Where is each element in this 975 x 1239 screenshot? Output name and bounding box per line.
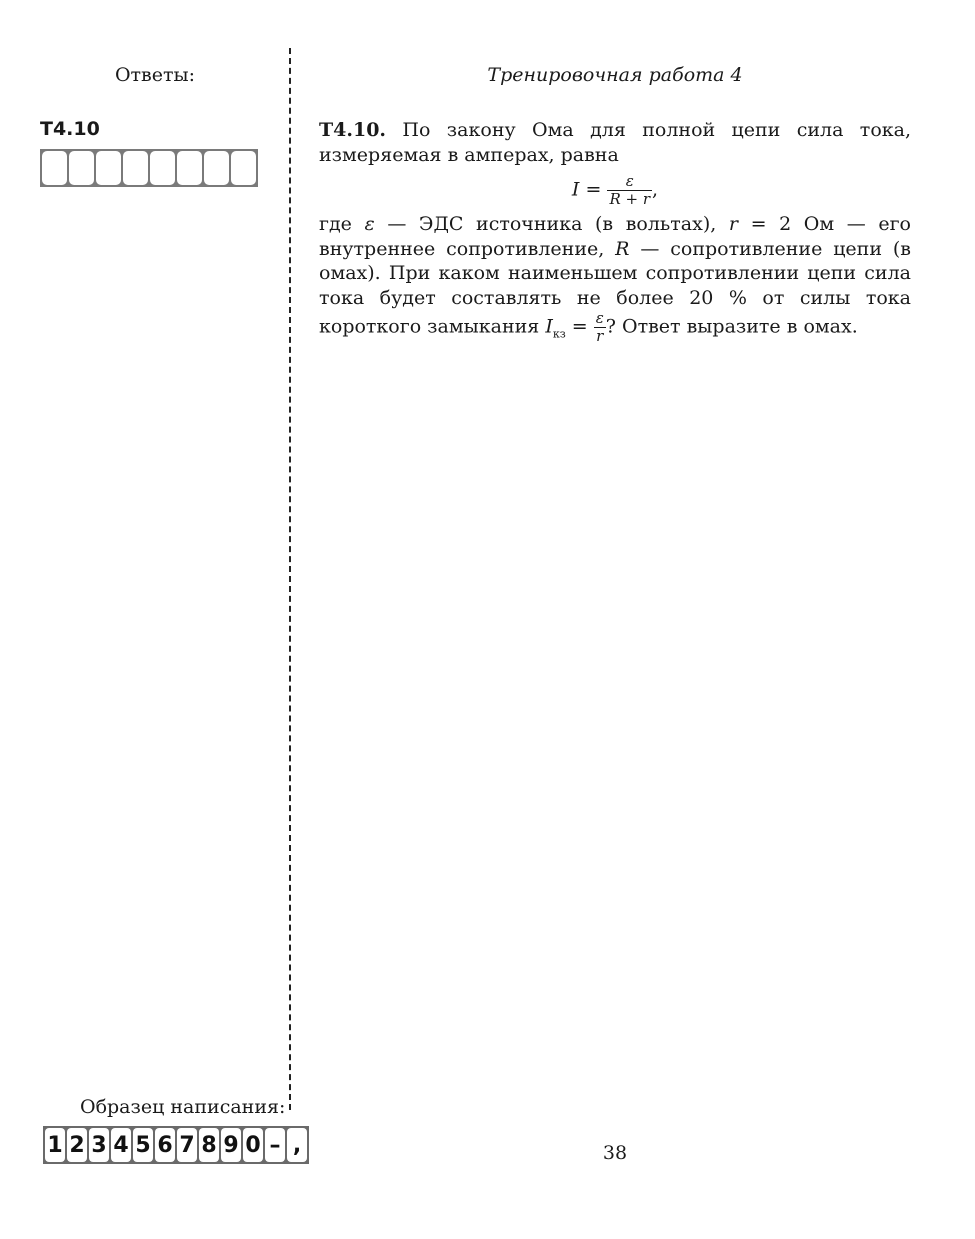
- page-number: 38: [602, 1142, 628, 1164]
- body-text: — сопротивление цепи (в омах). При каком наименьшем сопротивлении цепи сила тока будет составлять не более 20 % от силы тока короткого замыкания: [319, 237, 911, 338]
- task-label: Т4.10: [40, 118, 100, 140]
- dashed-divider: [289, 48, 291, 1110]
- answer-box[interactable]: [204, 151, 229, 185]
- sample-char: 9: [221, 1128, 241, 1162]
- ohm-formula: [319, 173, 911, 208]
- sample-char: 5: [133, 1128, 153, 1162]
- formula-tail: ,: [652, 178, 659, 201]
- sc-numerator: ε: [595, 309, 604, 327]
- problem-intro-text: По закону Ома для полной цепи сила тока, измеряемая в амперах, равна: [319, 119, 911, 166]
- answer-box[interactable]: [177, 151, 202, 185]
- body-text: где: [319, 213, 352, 235]
- formula-denominator: R + r: [609, 190, 651, 208]
- problem-intro: [319, 118, 911, 167]
- answer-box[interactable]: [96, 151, 121, 185]
- answer-box[interactable]: [42, 151, 67, 185]
- sc-denominator: r: [596, 327, 604, 345]
- sample-char: 1: [45, 1128, 65, 1162]
- equals-sign: =: [565, 315, 594, 338]
- I-symbol: I: [545, 315, 553, 338]
- body-text: ? Ответ выразите в омах.: [605, 315, 858, 338]
- sample-char: 7: [177, 1128, 197, 1162]
- sample-boxes: [43, 1126, 309, 1164]
- problem-number: Т4.10.: [319, 119, 387, 141]
- short-circuit-fraction: [594, 310, 606, 345]
- sample-char: 6: [155, 1128, 175, 1162]
- sample-char: 2: [67, 1128, 87, 1162]
- answer-boxes[interactable]: [40, 149, 258, 187]
- formula-fraction: [607, 173, 652, 208]
- answers-title: Ответы:: [114, 64, 196, 86]
- eps-symbol: ε: [364, 213, 375, 235]
- formula-lhs: I =: [571, 178, 602, 201]
- body-text: = 2 Ом — его внутреннее сопротивление,: [319, 213, 911, 260]
- body-text: — ЭДС источника (в вольтах),: [374, 213, 729, 235]
- answer-box[interactable]: [231, 151, 256, 185]
- answer-box[interactable]: [123, 151, 148, 185]
- sample-char: 4: [111, 1128, 131, 1162]
- sample-char: 0: [243, 1128, 263, 1162]
- sample-char: –: [265, 1128, 285, 1162]
- page-header-title: Тренировочная работа 4: [487, 64, 743, 86]
- formula-numerator: ε: [607, 173, 652, 191]
- I-subscript: кз: [552, 327, 566, 341]
- sample-char: 8: [199, 1128, 219, 1162]
- sample-char: ,: [287, 1128, 307, 1162]
- sample-label: Образец написания:: [80, 1096, 286, 1118]
- r-symbol: r: [728, 213, 738, 235]
- sample-char: 3: [89, 1128, 109, 1162]
- answer-box[interactable]: [150, 151, 175, 185]
- R-symbol: R: [615, 237, 630, 260]
- problem-text: [319, 118, 911, 347]
- answer-box[interactable]: [69, 151, 94, 185]
- problem-body: [319, 212, 911, 347]
